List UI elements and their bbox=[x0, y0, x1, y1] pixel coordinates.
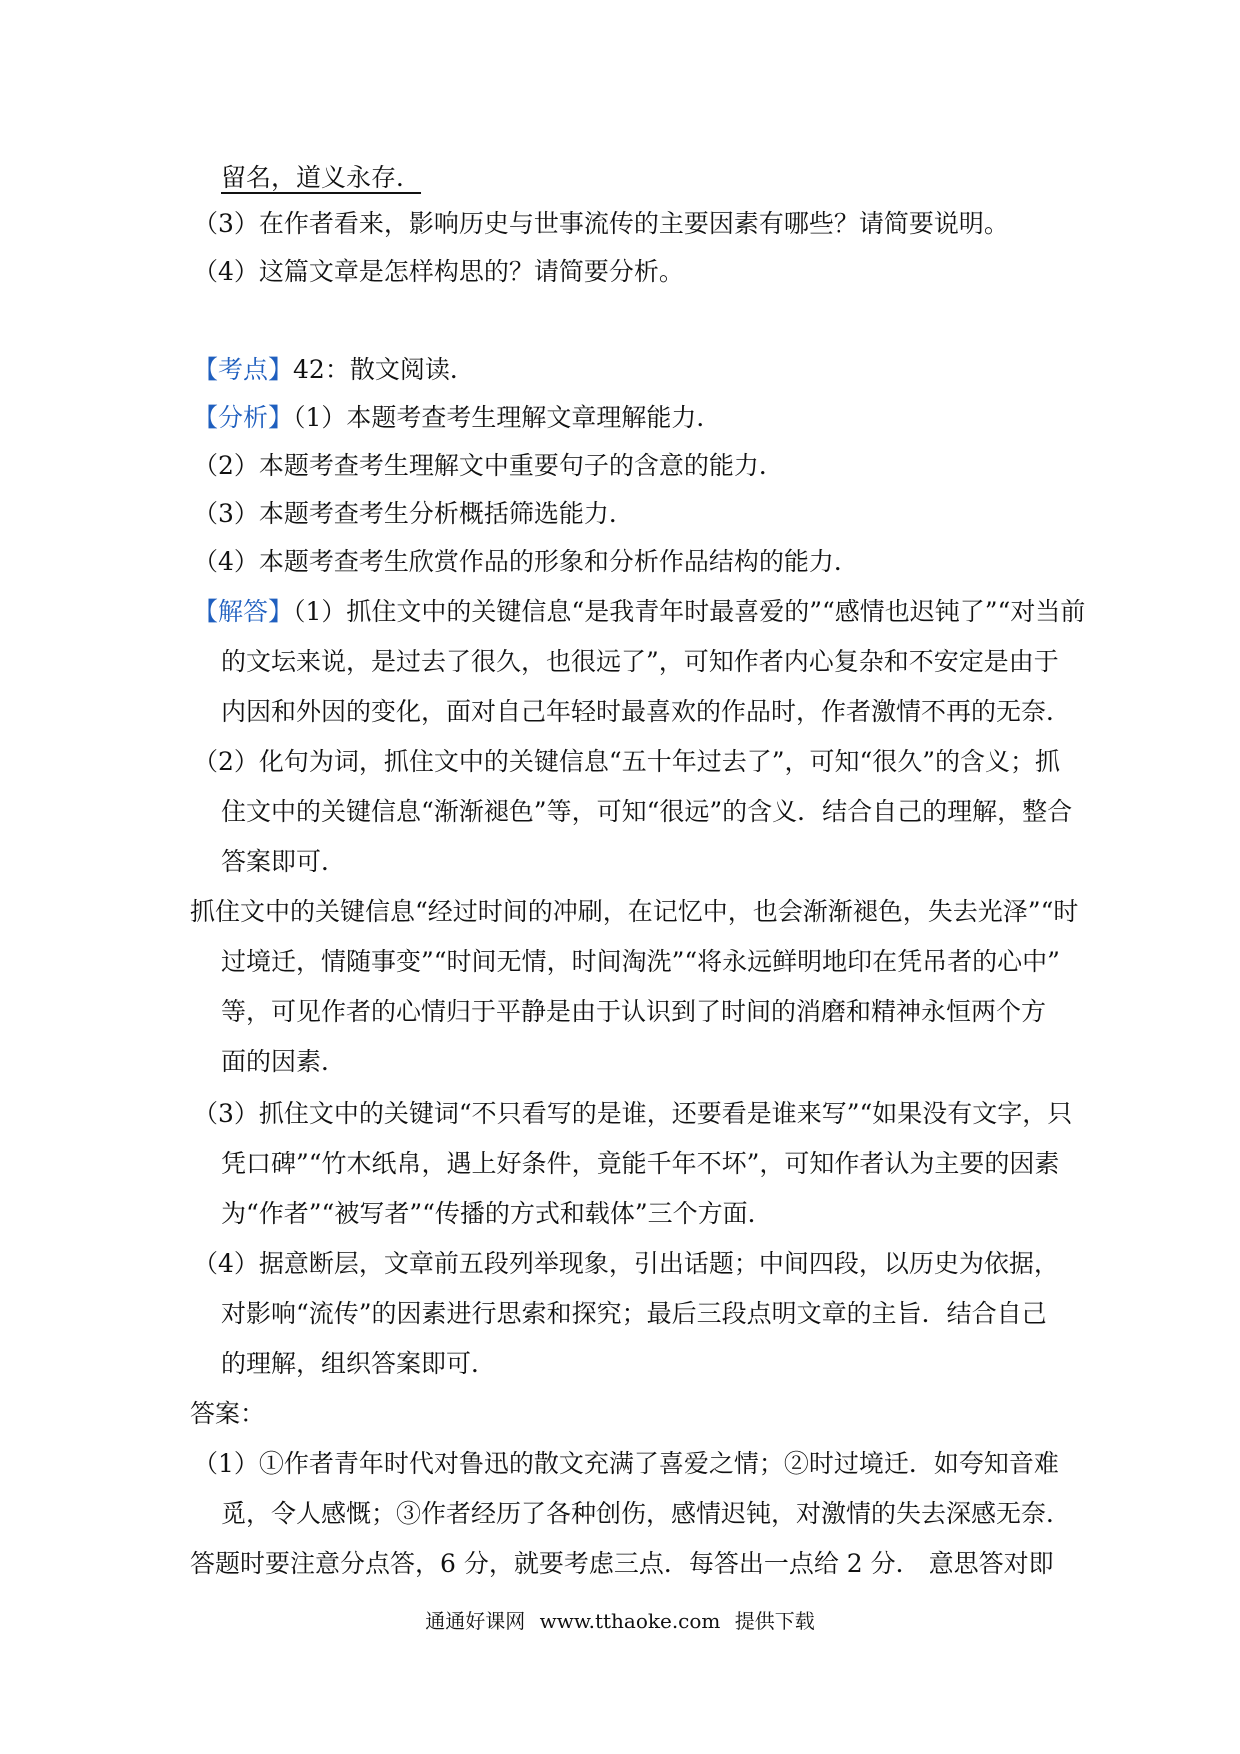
jieda-line-2: 的文坛来说，是过去了很久，也很远了”，可知作者内心复杂和不安定是由于 bbox=[221, 647, 1059, 676]
fenxi-line-2: （2）本题考查考生理解文中重要句子的含意的能力． bbox=[193, 451, 784, 480]
key-info-line-4: 面的因素． bbox=[221, 1047, 347, 1076]
answers-heading: 答案： bbox=[190, 1399, 266, 1428]
question-3: （3）在作者看来，影响历史与世事流传的主要因素有哪些？请简要说明。 bbox=[193, 209, 1009, 238]
kaodian-line bbox=[193, 352, 475, 388]
footer-url: www.tthaoke.com bbox=[539, 1609, 721, 1633]
answer3-line-3: 为“作者”“被写者”“传播的方式和载体”三个方面． bbox=[221, 1199, 773, 1228]
answer2-line-1: （2）化句为词，抓住文中的关键信息“五十年过去了”，可知“很久”的含义；抓 bbox=[193, 747, 1061, 776]
final-answer-line-3: 答题时要注意分点答，6 分，就要考虑三点．每答出一点给 2 分． 意思答对即 bbox=[190, 1549, 1054, 1578]
fenxi-line-1 bbox=[193, 400, 721, 436]
jieda-text: （1）抓住文中的关键信息“是我青年时最喜爱的”“感情也迟钝了”“对当前 bbox=[293, 597, 1086, 626]
jieda-line-3: 内因和外因的变化，面对自己年轻时最喜欢的作品时，作者激情不再的无奈． bbox=[221, 697, 1072, 726]
fenxi-tag: 【分析】 bbox=[193, 403, 294, 432]
kaodian-text: 42：散文阅读． bbox=[293, 355, 475, 384]
footer-site: 通通好课网 bbox=[425, 1609, 526, 1633]
key-info-line-3: 等，可见作者的心情归于平静是由于认识到了时间的消磨和精神永恒两个方 bbox=[221, 997, 1047, 1026]
answer4-line-1: （4）据意断层，文章前五段列举现象，引出话题；中间四段，以历史为依据， bbox=[193, 1249, 1059, 1278]
fenxi-line-4: （4）本题考查考生欣赏作品的形象和分析作品结构的能力． bbox=[193, 547, 859, 576]
question-4: （4）这篇文章是怎样构思的？请简要分析。 bbox=[193, 257, 684, 286]
final-answer-line-2: 觅，令人感慨；③作者经历了各种创伤，感情迟钝，对激情的失去深感无奈． bbox=[221, 1499, 1072, 1528]
answer2-line-3: 答案即可． bbox=[221, 847, 347, 876]
answer3-line-2: 凭口碑”“竹木纸帛，遇上好条件，竟能千年不坏”，可知作者认为主要的因素 bbox=[221, 1149, 1060, 1178]
fenxi-line-3: （3）本题考查考生分析概括筛选能力． bbox=[193, 499, 634, 528]
jieda-line-1 bbox=[193, 594, 1085, 630]
answer4-line-3: 的理解，组织答案即可． bbox=[221, 1349, 497, 1378]
answer4-line-2: 对影响“流传”的因素进行思索和探究；最后三段点明文章的主旨．结合自己 bbox=[221, 1299, 1047, 1328]
kaodian-tag: 【考点】 bbox=[193, 355, 294, 384]
answer2-line-2: 住文中的关键信息“渐渐褪色”等，可知“很远”的含义．结合自己的理解，整合 bbox=[221, 797, 1073, 826]
key-info-line-1: 抓住文中的关键信息“经过时间的冲刷，在记忆中，也会渐渐褪色，失去光泽”“时 bbox=[190, 897, 1079, 926]
key-info-line-2: 过境迁，情随事变”“时间无情，时间淘洗”“将永远鲜明地印在凭吊者的心中” bbox=[221, 947, 1060, 976]
page-footer bbox=[0, 1606, 1240, 1636]
text-line: 留名，道义永存． bbox=[221, 163, 422, 192]
footer-suffix: 提供下载 bbox=[734, 1609, 815, 1633]
answer3-line-1: （3）抓住文中的关键词“不只看写的是谁，还要看是谁来写”“如果没有文字，只 bbox=[193, 1099, 1073, 1128]
jieda-tag: 【解答】 bbox=[193, 597, 294, 626]
fenxi-text: （1）本题考查考生理解文章理解能力． bbox=[293, 403, 722, 432]
final-answer-line-1: （1）①作者青年时代对鲁迅的散文充满了喜爱之情；②时过境迁．如夸知音难 bbox=[193, 1449, 1059, 1478]
